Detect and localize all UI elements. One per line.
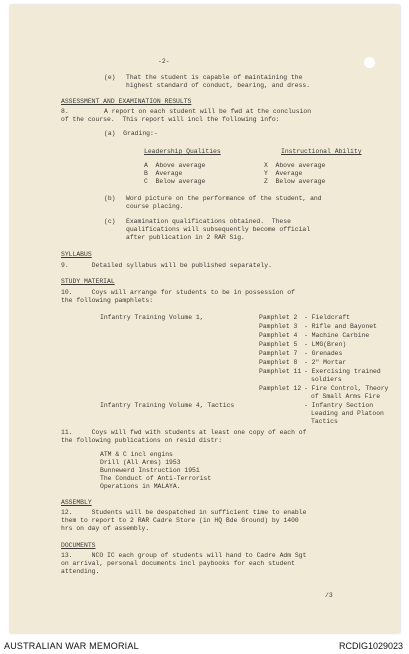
- pamphlet-7: Pamphlet 7: [259, 350, 298, 357]
- para12-line3: hrs on day of assembly.: [61, 525, 150, 532]
- leadership-row-a: A Above average: [144, 162, 206, 169]
- document-page: [10, 5, 400, 633]
- archive-footer: [0, 638, 409, 654]
- instructional-row-x: X Above average: [264, 162, 326, 169]
- pamphlet-7-desc: - Grenades: [304, 350, 343, 357]
- para13-line1: 13. NCO IC each group of students will hand to Cadre Adm Sgt: [61, 552, 307, 559]
- para10-line1: 10. Coys will arrange for students to be in possession of: [61, 289, 295, 296]
- pamphlet-3: Pamphlet 3: [259, 323, 298, 330]
- pamphlet-2-desc: - Fieldcraft: [304, 314, 351, 321]
- pamphlet-11-desc-cont: soldiers: [311, 376, 342, 383]
- page-number: -2-: [158, 58, 170, 65]
- volume1-label: Infantry Training Volume 1,: [100, 314, 204, 321]
- pamphlet-12: Pamphlet 12: [259, 385, 302, 392]
- item-b-label: (b): [104, 195, 116, 202]
- footer-institution: AUSTRALIAN WAR MEMORIAL: [4, 641, 139, 651]
- pamphlet-4-desc: - Machine Carbine: [304, 332, 370, 339]
- pamphlet-8: Pamphlet 8: [259, 359, 298, 366]
- publication-2: Drill (All Arms) 1953: [100, 459, 181, 466]
- publication-5: Operations in MALAYA.: [100, 483, 181, 490]
- study-heading: STUDY MATERIAL: [61, 278, 115, 285]
- item-e-label: (e): [104, 74, 116, 81]
- pamphlet-8-desc: - 2" Mortar: [304, 359, 347, 366]
- pamphlet-5: Pamphlet 5: [259, 341, 298, 348]
- pamphlet-3-desc: - Rifle and Bayonet: [304, 323, 377, 330]
- para12-line1: 12. Students will be despatched in sufficient time to enable: [61, 509, 307, 516]
- pamphlet-12-desc1: - Fire Control, Theory: [304, 385, 389, 392]
- assembly-heading: ASSEMBLY: [61, 499, 92, 506]
- volume4-desc2: Leading and Platoon: [311, 410, 384, 417]
- syllabus-text: 9. Detailed syllabus will be published separately.: [61, 262, 272, 269]
- punch-hole: [364, 57, 375, 68]
- para13-line3: attending.: [61, 568, 100, 575]
- volume4-desc1: - Infantry Section: [304, 402, 374, 409]
- publication-3: Bunnewerd Instruction 1951: [100, 467, 200, 474]
- footer-reference-id: RCDIG1029023: [338, 641, 403, 651]
- para8-line1: A report on each student will be fwd at the conclusion: [104, 108, 312, 115]
- instructional-row-y: Y Average: [264, 170, 303, 177]
- para11-line2: the following publications on resid distr:: [61, 437, 223, 444]
- para13-line2: on arrival, personal documents incl paybooks for each student: [61, 560, 295, 567]
- instructional-row-z: Z Below average: [264, 178, 326, 185]
- assessment-heading: ASSESSMENT AND EXAMINATION RESULTS: [61, 98, 192, 105]
- next-page-marker: /3: [325, 592, 333, 599]
- para10-line2: the following pamphlets:: [61, 297, 154, 304]
- item-c-line1: Examination qualifications obtained. These: [126, 218, 291, 225]
- documents-heading: DOCUMENTS: [61, 542, 96, 549]
- item-e-line1: That the student is capable of maintaining the: [126, 74, 303, 81]
- leadership-row-c: C Below average: [144, 178, 206, 185]
- item-b-line2: course placing.: [126, 203, 184, 210]
- publication-1: ATM & C incl engins: [100, 451, 173, 458]
- volume4-desc3: Tactics: [311, 418, 338, 425]
- pamphlet-11-desc: - Exercising trained: [304, 368, 381, 375]
- pamphlet-5-desc: - LMG(Bren): [304, 341, 347, 348]
- para8-line2: of the course. This report will incl the following info:: [61, 116, 280, 123]
- leadership-heading: Leadership Qualities: [144, 148, 221, 155]
- item-e-line2: highest standard of conduct, bearing, and dress.: [126, 82, 311, 89]
- item-b-line1: Word picture on the performance of the student, and: [126, 195, 322, 202]
- para8-num: 8.: [61, 108, 69, 115]
- volume4-label: Infantry Training Volume 4, Tactics: [100, 402, 235, 409]
- pamphlet-11: Pamphlet 11: [259, 368, 302, 375]
- para11-line1: 11. Coys will fwd with students at least one copy of each of: [61, 429, 307, 436]
- syllabus-heading: SYLLABUS: [61, 251, 92, 258]
- pamphlet-4: Pamphlet 4: [259, 332, 298, 339]
- item-c-line2: qualifications will subsequently become official: [126, 226, 311, 233]
- instructional-heading: Instructional Ability: [281, 148, 362, 155]
- grading-label: (a) Grading:-: [104, 130, 158, 137]
- publication-4: The Conduct of Anti-Terrorist: [100, 475, 212, 482]
- para12-line2: them to report to 2 RAR Cadre Store (in HQ Bde Ground) by 1400: [61, 517, 299, 524]
- item-c-label: (c): [104, 218, 116, 225]
- leadership-row-b: B Average: [144, 170, 183, 177]
- pamphlet-12-desc2: of Small Arms Fire: [311, 393, 381, 400]
- pamphlet-2: Pamphlet 2: [259, 314, 298, 321]
- item-c-line3: after publication in 2 RAR Sig.: [126, 234, 245, 241]
